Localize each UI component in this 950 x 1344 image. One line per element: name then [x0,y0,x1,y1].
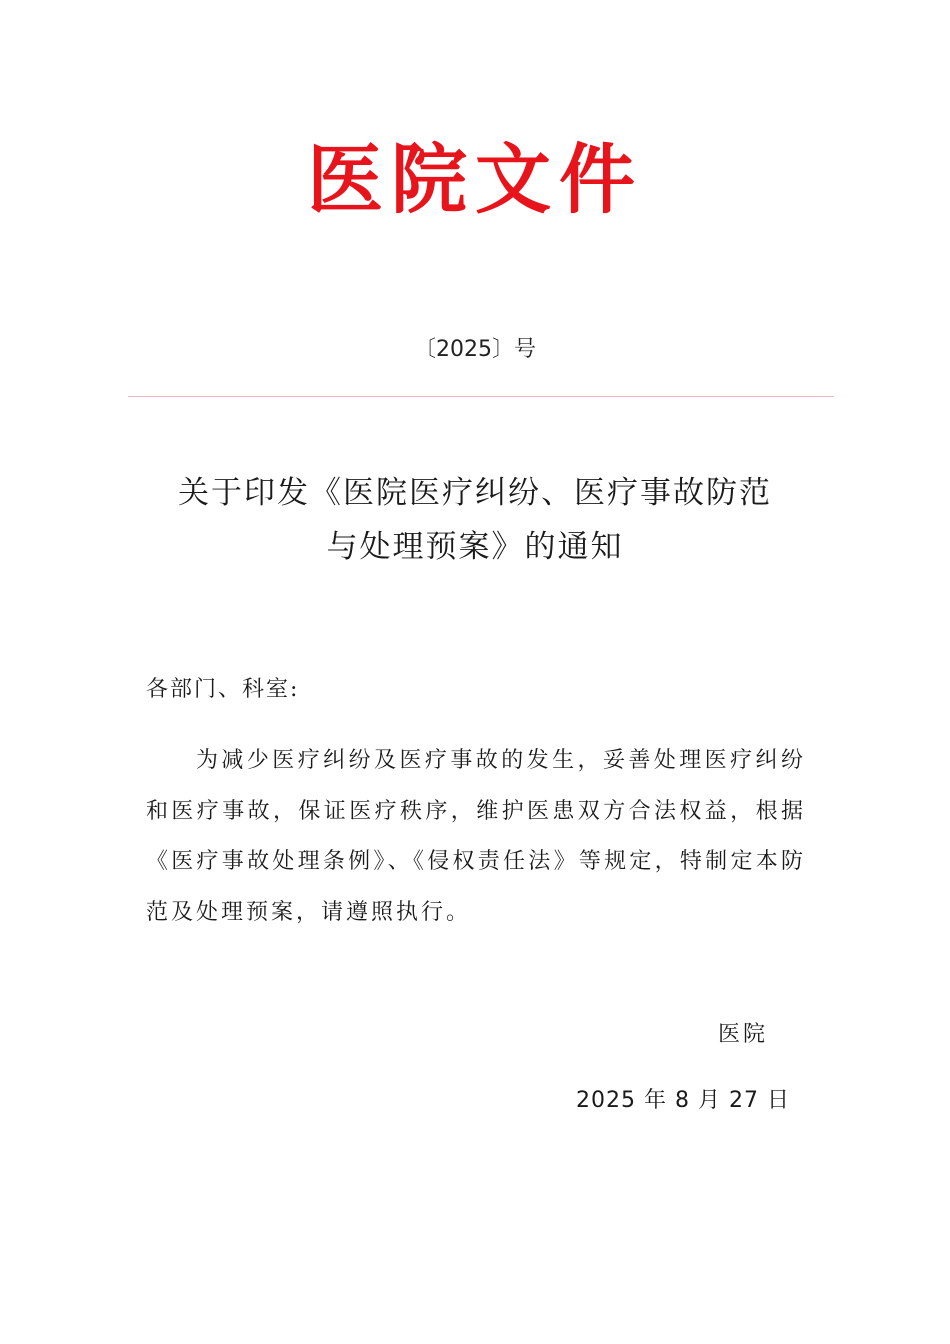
document-number: 〔2025〕号 [414,337,536,362]
document-title-line-2: 与处理预案》的通知 [326,529,624,565]
document-title [120,466,830,574]
body-paragraph: 为减少医疗纠纷及医疗事故的发生，妥善处理医疗纠纷和医疗事故，保证医疗秩序，维护医患双方合法权益，根据《医疗事故处理条例》、《侵权责任法》等规定，特制定本防范及处理预案，请遵照执行。 [146,748,806,925]
document-header-title: 医院文件 [307,135,643,224]
header-divider [128,396,834,397]
signature-date: 2025 年 8 月 27 日 [576,1088,790,1113]
document-title-line-1: 关于印发《医院医疗纠纷、医疗事故防范 [178,475,772,511]
salutation: 各部门、科室: [146,677,300,702]
signature-organization: 医院 [717,1022,768,1047]
